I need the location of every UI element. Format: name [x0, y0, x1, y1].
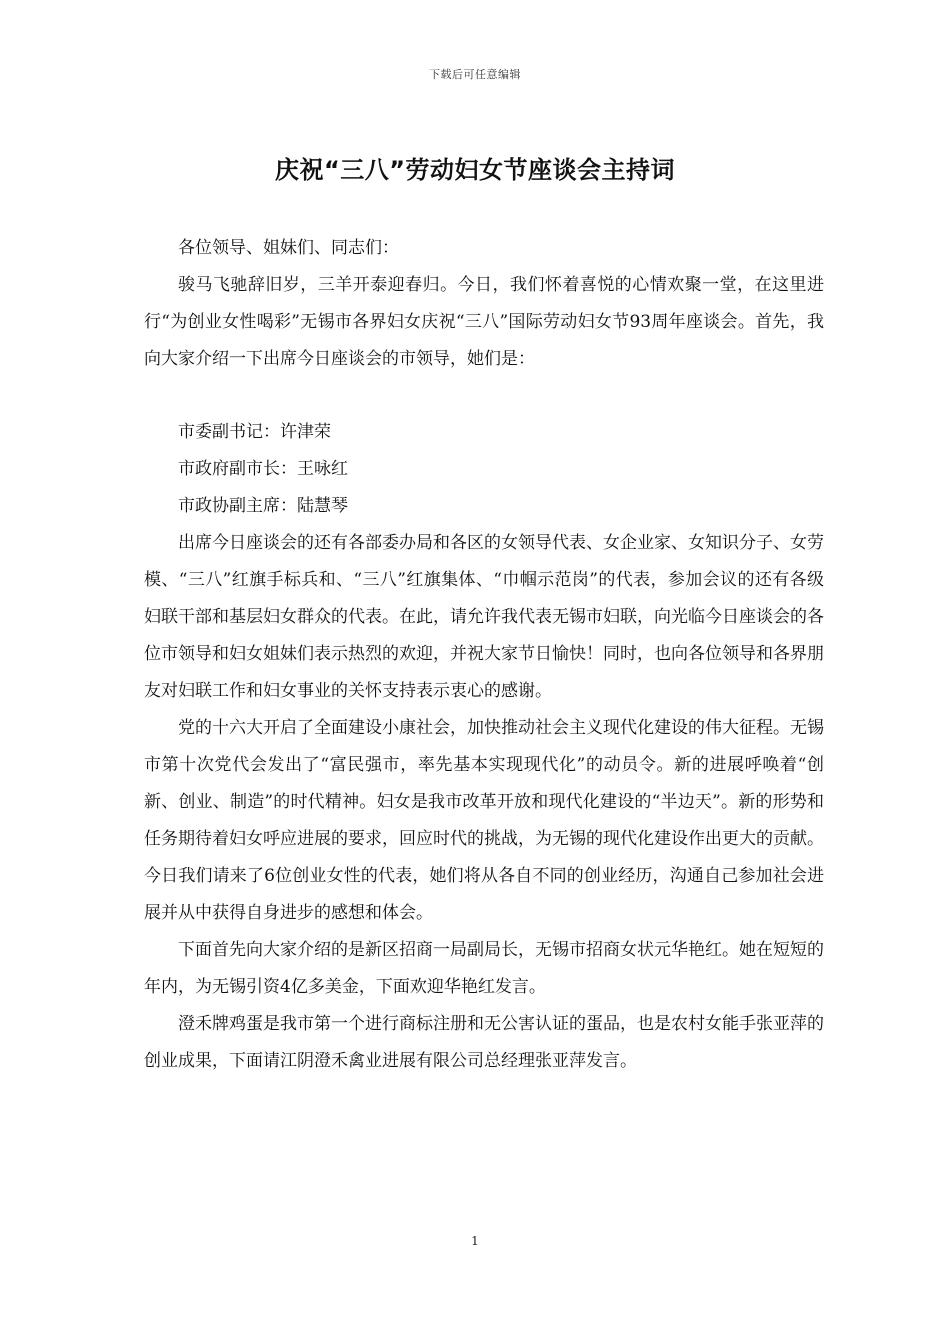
speaker-intro-paragraph: 澄禾牌鸡蛋是我市第一个进行商标注册和无公害认证的蛋品，也是农村女能手张亚萍的创业成果，下面请江阴澄禾禽业进展有限公司总经理张亚萍发言。: [144, 1014, 824, 1071]
attendees-paragraph: 出席今日座谈会的还有各部委办局和各区的女领导代表、女企业家、女知识分子、女劳模、“三八”红旗手标兵和、“三八”红旗集体、“巾帼示范岗”的代表，参加会议的还有各级妇联干部和基层妇女群众的代表。在此，请允许我代表无锡市妇联，向光临今日座谈会的各位市领导和妇女姐妹们表示热烈的欢迎，并祝大家节日愉快！同时，也向各位领导和各界朋友对妇联工作和妇女事业的关怀支持表示衷心的感谢。: [144, 533, 824, 701]
leader-line: 市委副书记：许津荣: [178, 422, 331, 442]
document-body: [144, 230, 824, 1080]
opening-paragraph: 骏马飞驰辞旧岁，三羊开泰迎春归。今日，我们怀着喜悦的心情欢聚一堂，在这里进行“为创业女性喝彩”无锡市各界妇女庆祝“三八”国际劳动妇女节93周年座谈会。首先，我向大家介绍一下出席今日座谈会的市领导，她们是：: [144, 275, 824, 369]
header-note: 下载后可任意编辑: [429, 68, 521, 81]
document-title: 庆祝“三八”劳动妇女节座谈会主持词: [274, 156, 676, 184]
speaker-intro-paragraph: 下面首先向大家介绍的是新区招商一局副局长，无锡市招商女状元华艳红。她在短短的年内，为无锡引资4亿多美金，下面欢迎华艳红发言。: [144, 940, 824, 997]
greeting-paragraph: 各位领导、姐妹们、同志们：: [178, 238, 399, 258]
context-paragraph: 党的十六大开启了全面建设小康社会，加快推动社会主义现代化建设的伟大征程。无锡市第十次党代会发出了“富民强市，率先基本实现现代化”的动员令。新的进展呼唤着“创新、创业、制造”的时代精神。妇女是我市改革开放和现代化建设的“半边天”。新的形势和任务期待着妇女呼应进展的要求，回应时代的挑战，为无锡的现代化建设作出更大的贡献。今日我们请来了6位创业女性的代表，她们将从各自不同的创业经历，沟通自己参加社会进展并从中获得自身进步的感想和体会。: [144, 718, 824, 923]
page-number: 1: [471, 1234, 479, 1248]
leader-line: 市政府副市长：王咏红: [178, 459, 348, 479]
leader-line: 市政协副主席：陆慧琴: [178, 496, 348, 516]
